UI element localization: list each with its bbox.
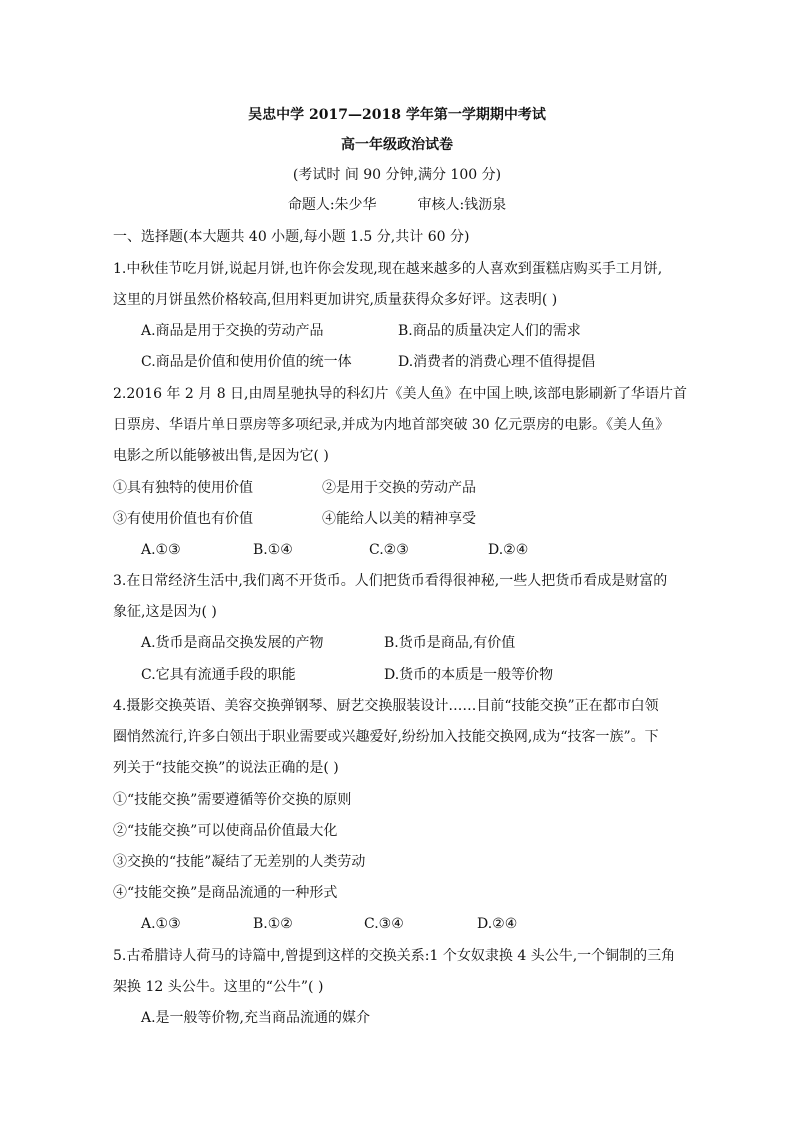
q4-option-a: A.①③	[141, 916, 181, 932]
question-5-line-1: 5.古希腊诗人荷马的诗篇中,曾提到这样的交换关系:1 个女奴隶换 4 头公牛,一个铜制的三角	[113, 948, 676, 964]
question-5-line-2: 架换 12 头公牛。这里的“公牛”( )	[113, 979, 324, 995]
q2-statement-3: ③有使用价值也有价值	[113, 511, 253, 527]
q2-option-d: D.②④	[488, 542, 529, 558]
q2-option-a: A.①③	[141, 542, 181, 558]
q4-option-b: B.①②	[253, 916, 293, 932]
q2-statement-4: ④能给人以美的精神享受	[322, 511, 476, 527]
q4-option-d: D.②④	[477, 916, 518, 932]
question-3-line-1: 3.在日常经济生活中,我们离不开货币。人们把货币看得很神秘,一些人把货币看成是财富的	[113, 573, 668, 589]
q2-option-b: B.①④	[253, 542, 293, 558]
exam-authors	[0, 195, 794, 215]
setter-label: 命题人:朱少华	[287, 197, 377, 213]
q4-statement-2: ②“技能交换”可以使商品价值最大化	[113, 823, 338, 839]
q1-option-d: D.消费者的消费心理不值得提倡	[398, 354, 596, 370]
question-2-line-3: 电影之所以能够被出售,是因为它( )	[113, 448, 329, 464]
question-1-stem	[113, 259, 683, 279]
question-2-line-2: 日票房、华语片单日票房等多项纪录,并成为内地首部突破 30 亿元票房的电影。《美人鱼》	[113, 417, 670, 433]
q4-statement-1: ①“技能交换”需要遵循等价交换的原则	[113, 792, 352, 808]
exam-subtitle: 高一年级政治试卷	[341, 137, 453, 153]
reviewer-label: 审核人:钱沥泉	[417, 197, 507, 213]
question-4-line-1: 4.摄影交换英语、美容交换弹钢琴、厨艺交换服装设计……目前“技能交换”正在都市白领	[113, 698, 659, 714]
question-1-line-1: 1.中秋佳节吃月饼,说起月饼,也许你会发现,现在越来越多的人喜欢到蛋糕店购买手工月饼,	[113, 261, 663, 277]
q1-option-c: C.商品是价值和使用价值的统一体	[141, 354, 352, 370]
q2-statement-2: ②是用于交换的劳动产品	[322, 480, 476, 496]
exam-title: 吴忠中学 2017—2018 学年第一学期期中考试	[248, 107, 546, 123]
exam-info: (考试时 间 90 分钟,满分 100 分)	[292, 167, 502, 183]
q3-option-c: C.它具有流通手段的职能	[141, 667, 296, 683]
q4-option-c: C.③④	[364, 916, 404, 932]
question-2-line-1: 2.2016 年 2 月 8 日,由周星驰执导的科幻片《美人鱼》在中国上映,该部电影刷新了华语片首	[113, 386, 687, 402]
q3-option-a: A.货币是商品交换发展的产物	[141, 635, 324, 651]
question-4-line-2: 圈悄然流行,许多白领出于职业需要或兴趣爱好,纷纷加入技能交换网,成为“技客一族”。下	[113, 729, 659, 745]
q4-statement-3: ③交换的“技能”凝结了无差别的人类劳动	[113, 854, 366, 870]
q3-option-b: B.货币是商品,有价值	[384, 635, 516, 651]
question-3-line-2: 象征,这是因为( )	[113, 604, 217, 620]
q2-option-c: C.②③	[369, 542, 409, 558]
q5-option-a: A.是一般等价物,充当商品流通的媒介	[141, 1010, 371, 1026]
question-1-line-2: 这里的月饼虽然价格较高,但用料更加讲究,质量获得众多好评。这表明( )	[113, 292, 558, 308]
q4-statement-4: ④“技能交换”是商品流通的一种形式	[113, 885, 338, 901]
q2-statement-1: ①具有独特的使用价值	[113, 480, 253, 496]
q3-option-d: D.货币的本质是一般等价物	[384, 667, 554, 683]
q1-option-b: B.商品的质量决定人们的需求	[398, 323, 581, 339]
q1-option-a: A.商品是用于交换的劳动产品	[141, 323, 324, 339]
question-4-line-3: 列关于“技能交换”的说法正确的是( )	[113, 760, 339, 776]
section-heading: 一、选择题(本大题共 40 小题,每小题 1.5 分,共计 60 分)	[113, 229, 470, 245]
